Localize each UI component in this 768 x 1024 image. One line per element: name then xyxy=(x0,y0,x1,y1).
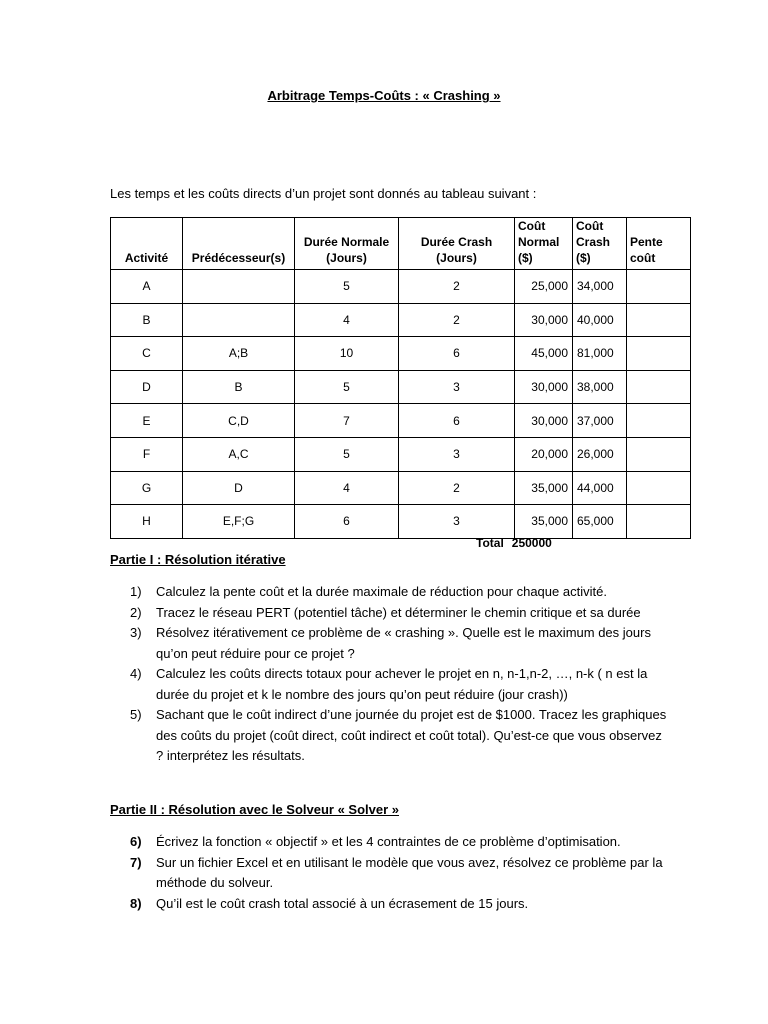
table-cell: 25,000 xyxy=(515,270,573,304)
table-cell: C xyxy=(111,337,183,371)
table-cell: E xyxy=(111,404,183,438)
header-cout-normal: Coût Normal ($) xyxy=(515,218,573,270)
question-number: 5) xyxy=(130,707,142,722)
header-duree-normale: Durée Normale (Jours) xyxy=(295,218,399,270)
header-duree-crash: Durée Crash (Jours) xyxy=(399,218,515,270)
table-cell: 5 xyxy=(295,437,399,471)
question-number: 1) xyxy=(130,584,142,599)
question-number: 3) xyxy=(130,625,142,640)
table-cell: 30,000 xyxy=(515,370,573,404)
table-cell: 2 xyxy=(399,270,515,304)
table-cell: 3 xyxy=(399,505,515,539)
table-cell xyxy=(627,370,691,404)
table-cell: 4 xyxy=(295,303,399,337)
question-item xyxy=(110,623,670,664)
table-cell: F xyxy=(111,437,183,471)
table-cell xyxy=(627,505,691,539)
table-cell: 6 xyxy=(399,404,515,438)
table-cell: 81,000 xyxy=(573,337,627,371)
question-text: Qu’il est le coût crash total associé à un écrasement de 15 jours. xyxy=(156,895,529,911)
table-cell: A xyxy=(111,270,183,304)
total-label: Total xyxy=(476,536,504,550)
total-row xyxy=(476,536,552,550)
table-cell: 4 xyxy=(295,471,399,505)
table-row xyxy=(111,370,691,404)
table-cell: 26,000 xyxy=(573,437,627,471)
table-cell: 44,000 xyxy=(573,471,627,505)
header-predecesseurs: Prédécesseur(s) xyxy=(183,218,295,270)
table-cell: H xyxy=(111,505,183,539)
table-cell: 6 xyxy=(399,337,515,371)
table-cell: 10 xyxy=(295,337,399,371)
question-number: 4) xyxy=(130,666,142,681)
table-cell: 7 xyxy=(295,404,399,438)
table-row xyxy=(111,505,691,539)
table-cell: 5 xyxy=(295,270,399,304)
table-cell: 3 xyxy=(399,437,515,471)
question-text: Sachant que le coût indirect d’une journée du projet est de $1000. Tracez les graphiques des coûts du projet (coût direct, coût indirect et coût total). Qu’est-ce que vous observez ? interprétez les résultats. xyxy=(156,707,667,763)
table-cell: 34,000 xyxy=(573,270,627,304)
question-text: Calculez les coûts directs totaux pour achever le projet en n, n-1,n-2, …, n-k ( n est la durée du projet et k le nombre des jours qu’on peut réduire (jour crash)) xyxy=(156,666,648,702)
table-cell: 30,000 xyxy=(515,303,573,337)
question-item xyxy=(110,664,670,705)
question-text: Tracez le réseau PERT (potentiel tâche) et déterminer le chemin critique et sa durée xyxy=(156,604,641,620)
question-number: 6) xyxy=(130,834,142,849)
table-cell: 45,000 xyxy=(515,337,573,371)
table-row xyxy=(111,404,691,438)
intro-text: Les temps et les coûts directs d’un projet sont donnés au tableau suivant : xyxy=(110,186,537,201)
question-text: Calculez la pente coût et la durée maximale de réduction pour chaque activité. xyxy=(156,584,607,599)
part2-title: Partie II : Résolution avec le Solveur « Solver » xyxy=(110,802,400,817)
table-cell xyxy=(627,303,691,337)
question-text: Sur un fichier Excel et en utilisant le modèle que vous avez, résolvez ce problème par la méthode du solveur. xyxy=(156,854,663,890)
question-item xyxy=(110,832,670,853)
question-item xyxy=(110,894,670,915)
table-cell: D xyxy=(183,471,295,505)
table-row xyxy=(111,337,691,371)
table-row xyxy=(111,303,691,337)
total-value: 250000 xyxy=(511,536,552,550)
table-cell: 5 xyxy=(295,370,399,404)
table-row xyxy=(111,471,691,505)
table-cell xyxy=(627,471,691,505)
table-cell: 65,000 xyxy=(573,505,627,539)
part2-questions xyxy=(110,832,670,914)
question-item xyxy=(110,603,670,624)
table-cell: A,C xyxy=(183,437,295,471)
table-cell: 2 xyxy=(399,303,515,337)
question-item xyxy=(110,705,670,767)
table-row xyxy=(111,270,691,304)
table-cell: E,F;G xyxy=(183,505,295,539)
question-item xyxy=(110,582,670,603)
table-cell: 35,000 xyxy=(515,471,573,505)
part1-title: Partie I : Résolution itérative xyxy=(110,552,286,567)
question-item xyxy=(110,853,670,894)
table-cell: B xyxy=(183,370,295,404)
header-pente-cout: Pente coût xyxy=(627,218,691,270)
question-text: Résolvez itérativement ce problème de « crashing ». Quelle est le maximum des jours qu’on peut réduire pour ce projet ? xyxy=(156,625,651,661)
question-number: 8) xyxy=(130,895,142,911)
table-cell: A;B xyxy=(183,337,295,371)
page-title: Arbitrage Temps-Coûts : « Crashing » xyxy=(267,88,501,103)
table-cell xyxy=(183,303,295,337)
part1-questions xyxy=(110,582,670,767)
table-cell: 2 xyxy=(399,471,515,505)
table-cell: 20,000 xyxy=(515,437,573,471)
table-cell: 37,000 xyxy=(573,404,627,438)
table-cell xyxy=(627,437,691,471)
table-row xyxy=(111,437,691,471)
table-cell: 38,000 xyxy=(573,370,627,404)
table-cell: D xyxy=(111,370,183,404)
table-body xyxy=(111,270,691,539)
table-cell: 3 xyxy=(399,370,515,404)
table-cell: G xyxy=(111,471,183,505)
table-cell xyxy=(627,337,691,371)
table-cell xyxy=(627,270,691,304)
question-text: Écrivez la fonction « objectif » et les 4 contraintes de ce problème d’optimisation. xyxy=(156,834,621,849)
table-cell: 6 xyxy=(295,505,399,539)
table-cell xyxy=(627,404,691,438)
table-cell: C,D xyxy=(183,404,295,438)
table-cell: 35,000 xyxy=(515,505,573,539)
header-cout-crash: Coût Crash ($) xyxy=(573,218,627,270)
question-number: 2) xyxy=(130,604,142,620)
table-cell: B xyxy=(111,303,183,337)
project-table xyxy=(110,217,691,539)
table-cell: 30,000 xyxy=(515,404,573,438)
question-number: 7) xyxy=(130,854,142,870)
table-cell: 40,000 xyxy=(573,303,627,337)
table-header-row xyxy=(111,218,691,270)
table-cell xyxy=(183,270,295,304)
header-activite: Activité xyxy=(111,218,183,270)
